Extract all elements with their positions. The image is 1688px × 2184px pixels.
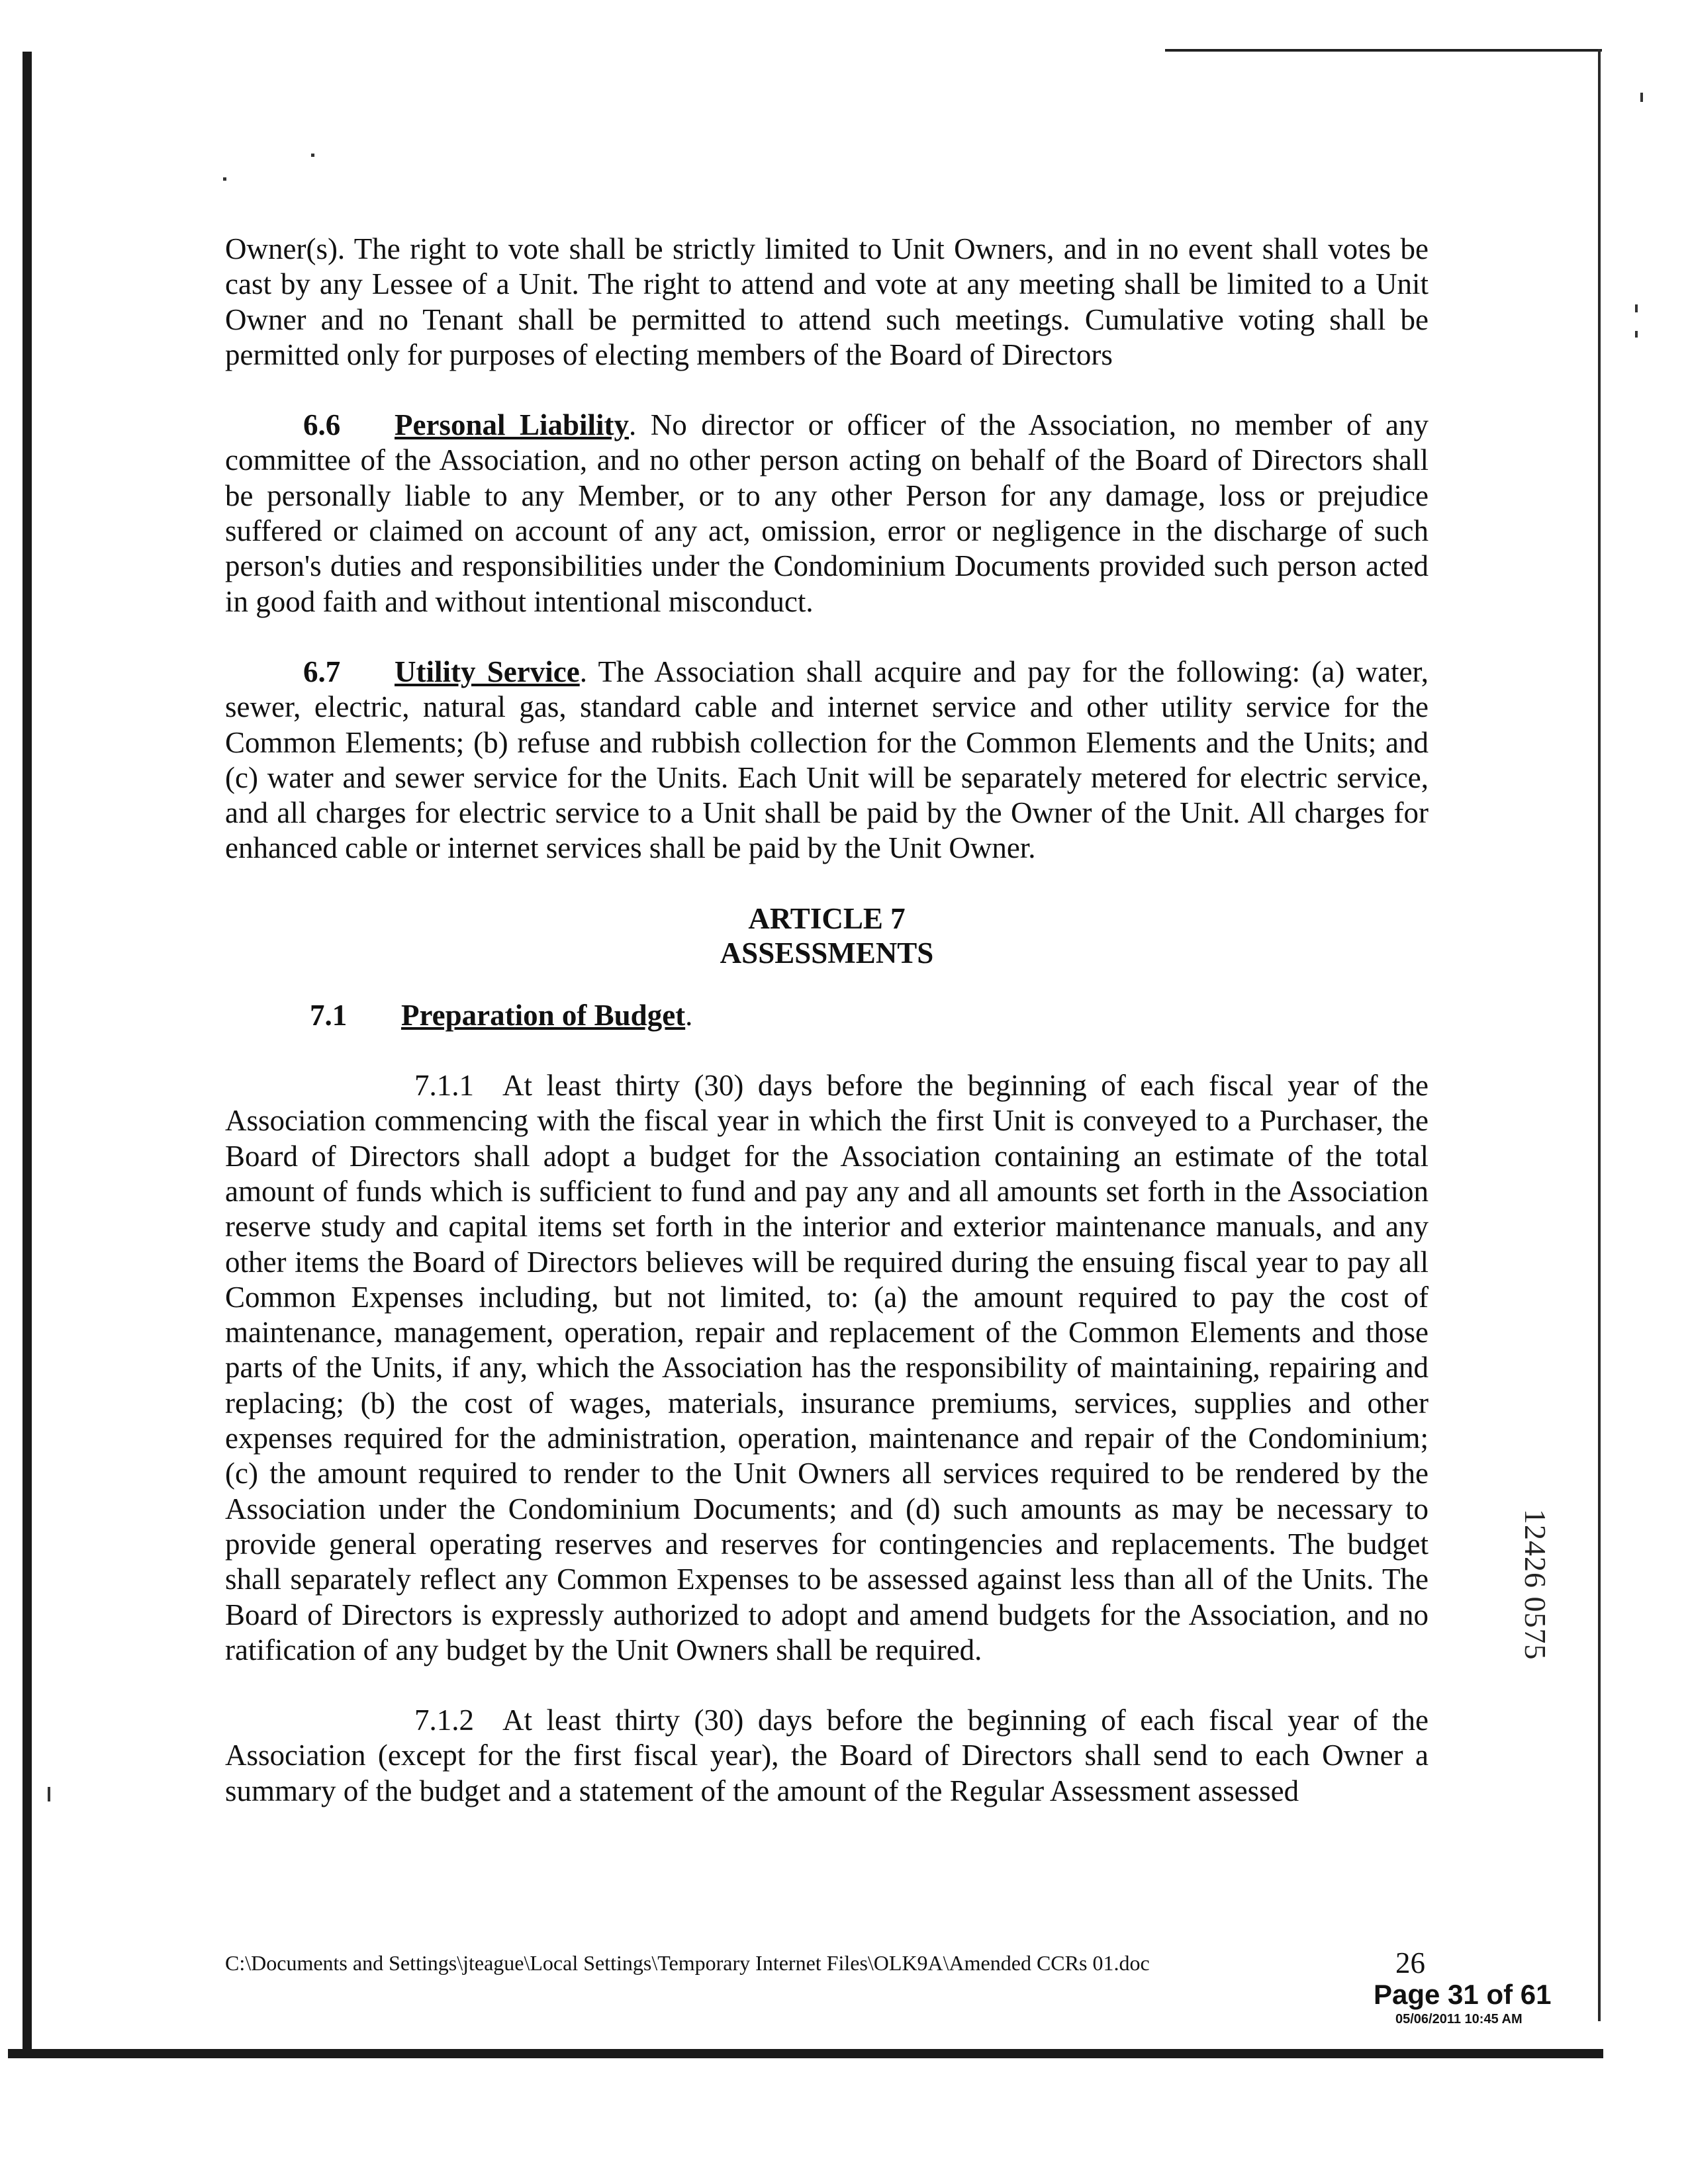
scan-speck	[311, 154, 314, 157]
section-title: Preparation of Budget	[401, 998, 686, 1032]
recorder-date-stamp: 05/06/2011 10:45 AM	[1395, 2012, 1523, 2026]
footer-page-number: 26	[1395, 1946, 1425, 1979]
section-number: 6.6	[303, 408, 341, 442]
section-7-1-2	[225, 1703, 1429, 1809]
scan-left-edge	[23, 52, 32, 2050]
section-7-1	[225, 998, 1429, 1033]
scan-speck	[1635, 331, 1638, 338]
subsection-number: 7.1.2	[414, 1704, 474, 1737]
section-text: . The Association shall acquire and pay for the following: (a) water, sewer, electric, natural gas, standard cable and internet service and other utility service for the Common Elements; (b) refuse and rubbish collection for the Common Elements and the Units; and (c) water and sewer service for the Units. Each Unit will be separately metered for electric service, and all charges for electric service to a Unit shall be paid by the Owner of the Unit. All charges for enhanced cable or internet services shall be paid by the Unit Owner.	[225, 655, 1429, 865]
section-title: Personal Liability	[395, 408, 630, 442]
subsection-text: At least thirty (30) days before the beginning of each fiscal year of the Association commencing with the fiscal year in which the first Unit is conveyed to a Purchaser, the Board of Directors shall adopt a budget for the Association containing an estimate of the total amount of funds which is sufficient to fund and pay any and all amounts set forth in the Association reserve study and capital items set forth in the interior and exterior maintenance manuals, and any other items the Board of Directors believes will be required during the ensuing fiscal year to pay all Common Expenses including, but not limited, to: (a) the amount required to pay the cost of maintenance, management, operation, repair and replacement of the Common Elements and those parts of the Units, if any, which the Association has the responsibility of maintaining, repairing and replacing; (b) the cost of wages, materials, insurance premiums, services, supplies and other expenses required for the administration, operation, maintenance and repair of the Condominium; (c) the amount required to render to the Unit Owners all services required to be rendered by the Association under the Condominium Documents; and (d) such amounts as may be necessary to provide general operating reserves and reserves for contingencies and replacements. The budget shall separately reflect any Common Expenses to be assessed against less than all of the Units. The Board of Directors is expressly authorized to adopt and amend budgets for the Association, and no ratification of any budget by the Unit Owners shall be required.	[225, 1069, 1429, 1666]
scan-bottom-edge	[8, 2049, 1603, 2058]
article-heading	[225, 901, 1429, 970]
subsection-text: At least thirty (30) days before the beginning of each fiscal year of the Association (except for the first fiscal year), the Board of Directors shall send to each Owner a summary of the budget and a statement of the amount of the Regular Assessment assessed	[225, 1704, 1429, 1807]
document-body	[225, 232, 1429, 1809]
section-title: Utility Service	[395, 655, 580, 688]
paragraph-continuation: Owner(s). The right to vote shall be strictly limited to Unit Owners, and in no event shall votes be cast by any Lessee of a Unit. The right to attend and vote at any meeting shall be limited to a Unit Owner and no Tenant shall be permitted to attend such meetings. Cumulative voting shall be permitted only for purposes of electing members of the Board of Directors	[225, 232, 1429, 371]
recording-side-number	[1519, 1509, 1562, 1774]
scan-top-rule	[1165, 49, 1602, 52]
recording-number-text: 12426 0575	[1519, 1509, 1552, 1661]
section-text: . No director or officer of the Association, no member of any committee of the Association, and no other person acting on behalf of the Board of Directors shall be personally liable to any Member, or to any other Person for any damage, loss or prejudice suffered or claimed on account of any act, omission, error or negligence in the discharge of such person's duties and responsibilities under the Condominium Documents provided such person acted in good faith and without intentional misconduct.	[225, 408, 1429, 618]
section-6-6	[225, 408, 1429, 619]
article-title: ASSESSMENTS	[720, 936, 934, 970]
section-title-period: .	[685, 998, 693, 1032]
scan-speck	[1635, 304, 1638, 312]
section-number: 6.7	[303, 655, 341, 688]
section-7-1-1	[225, 1068, 1429, 1668]
footer-file-path: C:\Documents and Settings\jteague\Local Settings\Temporary Internet Files\OLK9A\Amended CCRs 01.doc	[225, 1951, 1150, 1975]
scan-speck	[223, 177, 226, 181]
article-number: ARTICLE 7	[748, 901, 906, 935]
recorder-page-stamp: Page 31 of 61	[1374, 1979, 1552, 2010]
scan-speck	[48, 1787, 50, 1801]
scan-speck	[1640, 93, 1643, 102]
section-6-7	[225, 655, 1429, 866]
section-number: 7.1	[310, 998, 348, 1032]
scan-right-rule	[1598, 49, 1601, 2021]
subsection-number: 7.1.1	[414, 1069, 474, 1103]
